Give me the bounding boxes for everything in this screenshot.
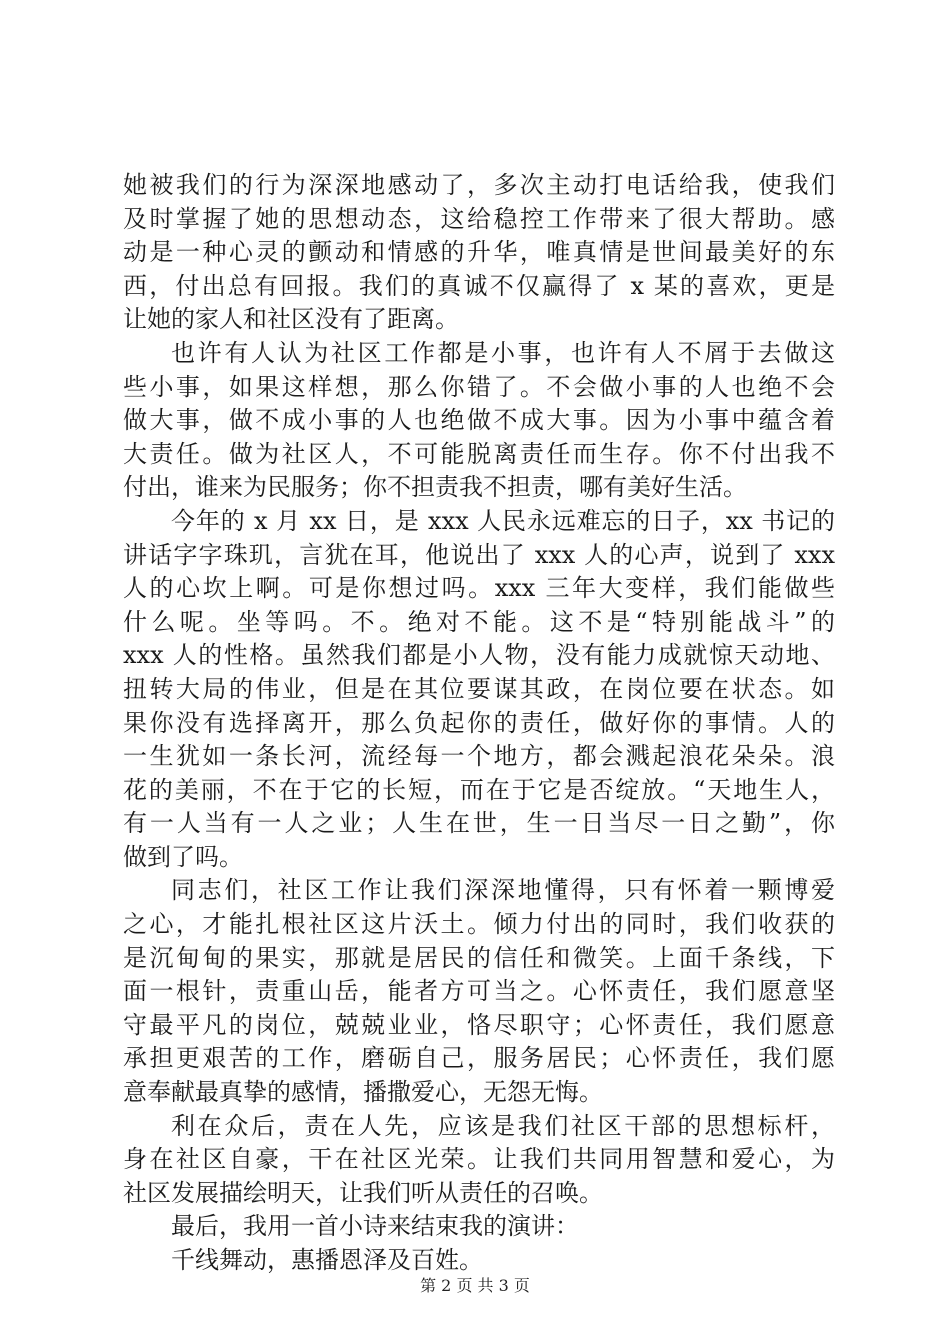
text-line: 千线舞动，惠播恩泽及百姓。 (171, 1246, 483, 1274)
text-line: 做大事，做不成小事的人也绝做不成大事。因为小事中蕴含着 (123, 406, 835, 435)
text-line: 她被我们的行为深深地感动了，多次主动打电话给我，使我们 (123, 171, 835, 199)
text-line: 是沉甸甸的果实，那就是居民的信任和微笑。上面千条线，下 (123, 943, 835, 972)
text-line: 让她的家人和社区没有了距离。 (123, 305, 459, 334)
text-line: 什么呢。坐等吗。不。绝对不能。这不是“特别能战斗”的 (123, 607, 835, 636)
text-line: 人的心坎上啊。可是你想过吗。xxx 三年大变样，我们能做些 (123, 574, 835, 603)
text-line: 及时掌握了她的思想动态，这给稳控工作带来了很大帮助。感 (123, 204, 835, 233)
page-number-footer: 第 2 页 共 3 页 (420, 1276, 530, 1295)
text-line: 果你没有选择离开，那么负起你的责任，做好你的事情。人的 (123, 708, 835, 737)
text-line: 最后，我用一首小诗来结束我的演讲： (171, 1212, 579, 1241)
text-line: 同志们，社区工作让我们深深地懂得，只有怀着一颗博爱 (171, 876, 835, 905)
text-line: 利在众后，责在人先，应该是我们社区干部的思想标杆， (171, 1111, 835, 1140)
text-line: 讲话字字珠玑，言犹在耳，他说出了 xxx 人的心声，说到了 xxx (123, 540, 835, 569)
text-line: 付出，谁来为民服务；你不担责我不担责，哪有美好生活。 (123, 473, 747, 502)
document-body (123, 169, 835, 1278)
text-line: 大责任。做为社区人，不可能脱离责任而生存。你不付出我不 (123, 439, 835, 468)
text-line: 扭转大局的伟业，但是在其位要谋其政，在岗位要在状态。如 (123, 674, 835, 703)
text-line: 做到了吗。 (123, 842, 243, 871)
text-line: 也许有人认为社区工作都是小事，也许有人不屑于去做这 (171, 338, 835, 367)
text-line: 花的美丽，不在于它的长短，而在于它是否绽放。“天地生人， (123, 775, 835, 804)
text-line: 些小事，如果这样想，那么你错了。不会做小事的人也绝不会 (123, 372, 835, 401)
text-line: 身在社区自豪，干在社区光荣。让我们共同用智慧和爱心，为 (123, 1145, 835, 1174)
text-line: 动是一种心灵的颤动和情感的升华，唯真情是世间最美好的东 (123, 238, 835, 267)
text-line: 今年的 x 月 xx 日，是 xxx 人民永远难忘的日子，xx 书记的 (171, 506, 835, 535)
text-line: 面一根针，责重山岳，能者方可当之。心怀责任，我们愿意坚 (123, 977, 835, 1006)
text-line: 承担更艰苦的工作，磨砺自己，服务居民；心怀责任，我们愿 (123, 1044, 835, 1073)
text-line: 社区发展描绘明天，让我们听从责任的召唤。 (123, 1178, 603, 1207)
text-line: xxx 人的性格。虽然我们都是小人物，没有能力成就惊天动地、 (123, 641, 835, 670)
text-line: 之心，才能扎根社区这片沃土。倾力付出的同时，我们收获的 (123, 910, 835, 939)
text-line: 西，付出总有回报。我们的真诚不仅赢得了 x 某的喜欢，更是 (123, 271, 835, 300)
text-line: 守最平凡的岗位，兢兢业业，恪尽职守；心怀责任，我们愿意 (123, 1010, 835, 1039)
text-line: 意奉献最真挚的感情，播撒爱心，无怨无悔。 (123, 1078, 603, 1107)
text-line: 一生犹如一条长河，流经每一个地方，都会溅起浪花朵朵。浪 (123, 742, 835, 771)
text-line: 有一人当有一人之业；人生在世，生一日当尽一日之勤”，你 (123, 809, 835, 838)
